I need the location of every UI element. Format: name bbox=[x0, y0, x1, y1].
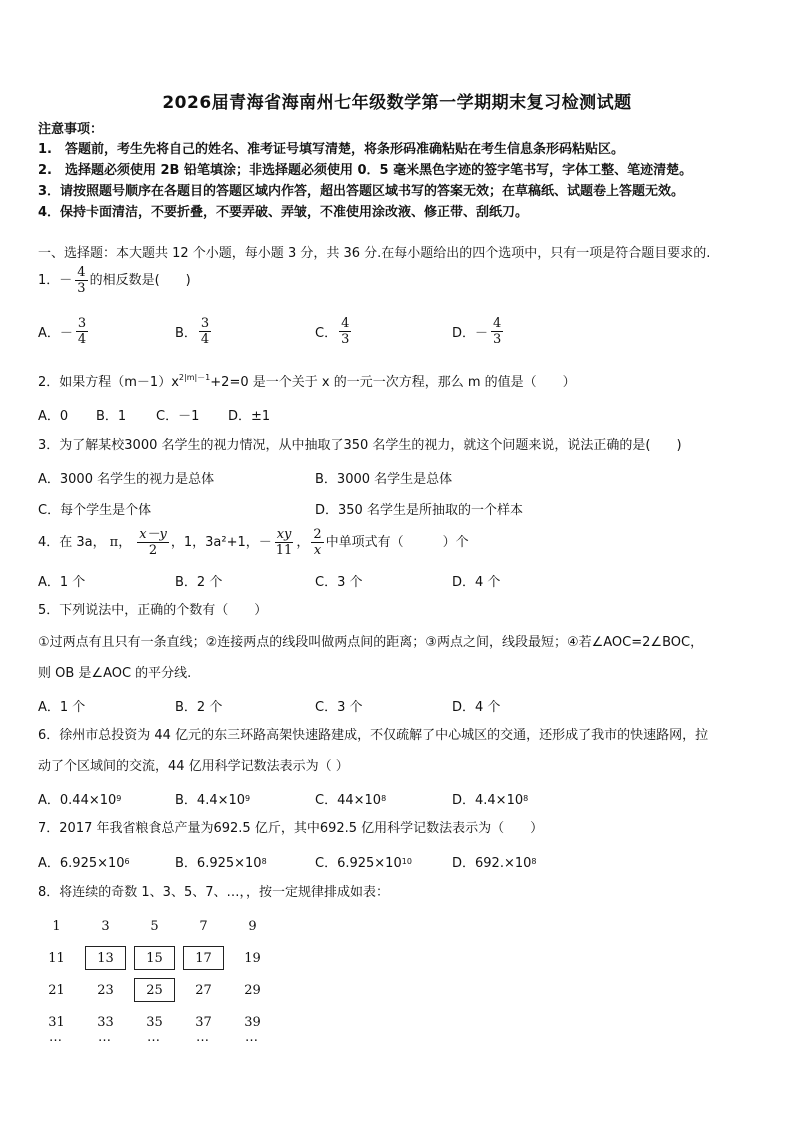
option-b[interactable]: B．2 个 bbox=[175, 575, 223, 590]
option-d[interactable]: D．350 名学生是所抽取的一个样本 bbox=[315, 503, 523, 518]
denominator: 3 bbox=[493, 332, 502, 347]
question-5: 5．下列说法中，正确的个数有（ ） bbox=[38, 603, 268, 618]
option-b[interactable]: B．6.925×10 8 bbox=[175, 852, 267, 871]
fraction bbox=[274, 527, 295, 558]
numerator: x－y bbox=[139, 527, 167, 542]
option-text: A．0.44×10 bbox=[38, 793, 117, 808]
question-stem: ，1，3a²+1，－ bbox=[170, 534, 272, 550]
table-cell: 7 bbox=[199, 918, 208, 934]
numerator: 4 bbox=[341, 316, 350, 331]
denominator: x bbox=[313, 543, 322, 558]
section-heading: 一、选择题：本大题共 12 个小题，每小题 3 分，共 36 分.在每小题给出的四个选项中，只有一项是符合题目要求的. bbox=[38, 246, 711, 261]
table-cell: 31 bbox=[48, 1014, 65, 1030]
comma: ， bbox=[296, 534, 310, 550]
question-7: 7．2017 年我省粮食总产量为692.5 亿斤，其中692.5 亿用科学记数法表示为（ ） bbox=[38, 821, 544, 836]
question-stem: 中单项式有（ ）个 bbox=[325, 534, 469, 550]
page-title: 2026届青海省海南州七年级数学第一学期期末复习检测试题 bbox=[162, 93, 632, 113]
option-b[interactable]: B．4.4×10 9 bbox=[175, 789, 250, 808]
option-label: A． bbox=[38, 326, 60, 341]
table-cell: 11 bbox=[48, 950, 65, 966]
option-d[interactable]: D．±1 bbox=[228, 409, 271, 424]
fraction bbox=[491, 316, 503, 347]
table-cell: 29 bbox=[244, 982, 261, 998]
option-text: C．44×10 bbox=[315, 793, 382, 808]
option-b[interactable]: B．2 个 bbox=[175, 700, 223, 715]
question-stem: 4．在 3a， bbox=[38, 534, 106, 550]
boxed-cell: 17 bbox=[179, 942, 228, 974]
denominator: 3 bbox=[77, 281, 86, 296]
question-3: 3．为了解某校3000 名学生的视力情况，从中抽取了350 名学生的视力，就这个问题来说，说法正确的是( ) bbox=[38, 438, 682, 453]
table-row bbox=[32, 974, 277, 1006]
option-d[interactable]: D．4 个 bbox=[452, 700, 501, 715]
numerator: 3 bbox=[77, 316, 87, 331]
fraction bbox=[76, 316, 88, 347]
question-4 bbox=[38, 527, 469, 558]
option-b[interactable]: B．1 bbox=[96, 409, 127, 424]
option-text: B．4.4×10 bbox=[175, 793, 246, 808]
question-stem: +2=0 是一个关于 x 的一元一次方程，那么 m 的值是（ ） bbox=[210, 375, 576, 390]
notice-heading: 注意事项： bbox=[38, 122, 104, 137]
option-sign: － bbox=[475, 326, 489, 341]
option-text: A．6.925×10 bbox=[38, 856, 125, 871]
option-c[interactable]: C．3 个 bbox=[315, 575, 363, 590]
odd-number-table bbox=[32, 910, 277, 1038]
table-cell: 1 bbox=[52, 918, 61, 934]
table-cell: 37 bbox=[195, 1014, 212, 1030]
option-d[interactable] bbox=[452, 316, 505, 347]
question-6: 6．徐州市总投资为 44 亿元的东三环路高架快速路建成，不仅疏解了中心城区的交通，还形成了我市的快速路网，拉 bbox=[38, 728, 709, 743]
table-row bbox=[32, 942, 277, 974]
question-text: 动了个区域间的交流，44 亿用科学记数法表示为（ ） bbox=[38, 759, 349, 774]
table-cell: 33 bbox=[97, 1014, 114, 1030]
question-number: 1． bbox=[38, 272, 60, 288]
numerator: xy bbox=[276, 527, 292, 542]
notice-item: 3．请按照题号顺序在各题目的答题区域内作答，超出答题区域书写的答案无效；在草稿纸、试题卷上答题无效。 bbox=[38, 184, 685, 199]
denominator: 2 bbox=[148, 543, 158, 558]
option-a[interactable]: A．6.925×10 6 bbox=[38, 852, 130, 871]
option-a[interactable]: A．0 bbox=[38, 409, 69, 424]
option-a[interactable] bbox=[38, 316, 90, 347]
q1-options bbox=[38, 316, 758, 356]
option-a[interactable]: A．3000 名学生的视力是总体 bbox=[38, 472, 215, 487]
table-cell: 27 bbox=[195, 982, 212, 998]
option-text: C．6.925×10 bbox=[315, 856, 402, 871]
option-label: C． bbox=[315, 326, 338, 341]
table-cell: 5 bbox=[150, 918, 159, 934]
table-cell: 3 bbox=[101, 918, 110, 934]
denominator: 4 bbox=[200, 332, 210, 347]
minus-sign: － bbox=[59, 272, 73, 288]
fraction bbox=[199, 316, 211, 347]
option-c[interactable]: C．44×10 8 bbox=[315, 789, 386, 808]
denominator: 4 bbox=[77, 332, 87, 347]
denominator: 3 bbox=[341, 332, 350, 347]
notice-item: 1. 答题前，考生先将自己的姓名、准考证号填写清楚，将条形码准确粘贴在考生信息条形码粘贴区。 bbox=[38, 142, 624, 157]
option-c[interactable]: C．－1 bbox=[156, 409, 200, 424]
question-stem: 2．如果方程（m－1）x bbox=[38, 375, 179, 390]
option-c[interactable]: C．3 个 bbox=[315, 700, 363, 715]
notice-item: 4．保持卡面清洁，不要折叠，不要弄破、弄皱，不准使用涂改液、修正带、刮纸刀。 bbox=[38, 205, 529, 220]
question-text: 则 OB 是∠AOC 的平分线. bbox=[38, 666, 192, 681]
table-row bbox=[32, 910, 277, 942]
ellipsis: … bbox=[49, 1030, 62, 1045]
option-d[interactable]: D．4 个 bbox=[452, 575, 501, 590]
question-text: ①过两点有且只有一条直线；②连接两点的线段叫做两点间的距离；③两点之间，线段最短；④若∠AOC=2∠BOC， bbox=[38, 635, 704, 650]
table-cell: 9 bbox=[248, 918, 257, 934]
denominator: 11 bbox=[275, 543, 293, 558]
table-cell: 21 bbox=[48, 982, 65, 998]
option-b[interactable] bbox=[175, 316, 213, 347]
ellipsis: … bbox=[245, 1030, 258, 1045]
option-a[interactable]: A．0.44×10 9 bbox=[38, 789, 121, 808]
table-cell: 23 bbox=[97, 982, 114, 998]
question-2 bbox=[38, 374, 576, 392]
option-d[interactable]: D．692.×10 8 bbox=[452, 852, 536, 871]
option-c[interactable]: C．6.925×10 10 bbox=[315, 852, 412, 871]
ellipsis: … bbox=[196, 1030, 209, 1045]
ellipsis: … bbox=[98, 1030, 111, 1045]
fraction bbox=[311, 527, 323, 558]
table-cell: 39 bbox=[244, 1014, 261, 1030]
option-d[interactable]: D．4.4×10 8 bbox=[452, 789, 528, 808]
pi-symbol: π， bbox=[109, 534, 132, 550]
option-a[interactable]: A．1 个 bbox=[38, 700, 86, 715]
question-1 bbox=[38, 265, 191, 296]
option-sign: － bbox=[59, 326, 73, 341]
option-text: B．6.925×10 bbox=[175, 856, 262, 871]
option-label: B． bbox=[175, 326, 197, 341]
boxed-cell: 15 bbox=[130, 942, 179, 974]
option-a[interactable]: A．1 个 bbox=[38, 575, 86, 590]
boxed-cell: 13 bbox=[81, 942, 130, 974]
numerator: 4 bbox=[493, 316, 502, 331]
option-c[interactable] bbox=[315, 316, 353, 347]
numerator: 4 bbox=[77, 265, 86, 280]
option-label: D． bbox=[452, 326, 476, 341]
ellipsis: … bbox=[147, 1030, 160, 1045]
fraction bbox=[75, 265, 87, 296]
option-b[interactable]: B．3000 名学生是总体 bbox=[315, 472, 453, 487]
table-cell: 19 bbox=[244, 950, 261, 966]
option-text: D．692.×10 bbox=[452, 856, 532, 871]
numerator: 2 bbox=[313, 527, 322, 542]
fraction bbox=[339, 316, 351, 347]
numerator: 3 bbox=[200, 316, 210, 331]
notice-item: 2. 选择题必须使用 2B 铅笔填涂；非选择题必须使用 0．5 毫米黑色字迹的签字笔书写，字体工整、笔迹清楚。 bbox=[38, 163, 693, 178]
question-8: 8．将连续的奇数 1、3、5、7、…，，按一定规律排成如表： bbox=[38, 885, 389, 900]
option-text: D．4.4×10 bbox=[452, 793, 524, 808]
exponent: 2|m|－1 bbox=[178, 373, 211, 382]
question-stem: 的相反数是( ) bbox=[89, 272, 191, 288]
table-cell: 35 bbox=[146, 1014, 163, 1030]
boxed-cell: 25 bbox=[130, 974, 179, 1006]
option-c[interactable]: C．每个学生是个体 bbox=[38, 503, 152, 518]
fraction bbox=[137, 527, 169, 558]
